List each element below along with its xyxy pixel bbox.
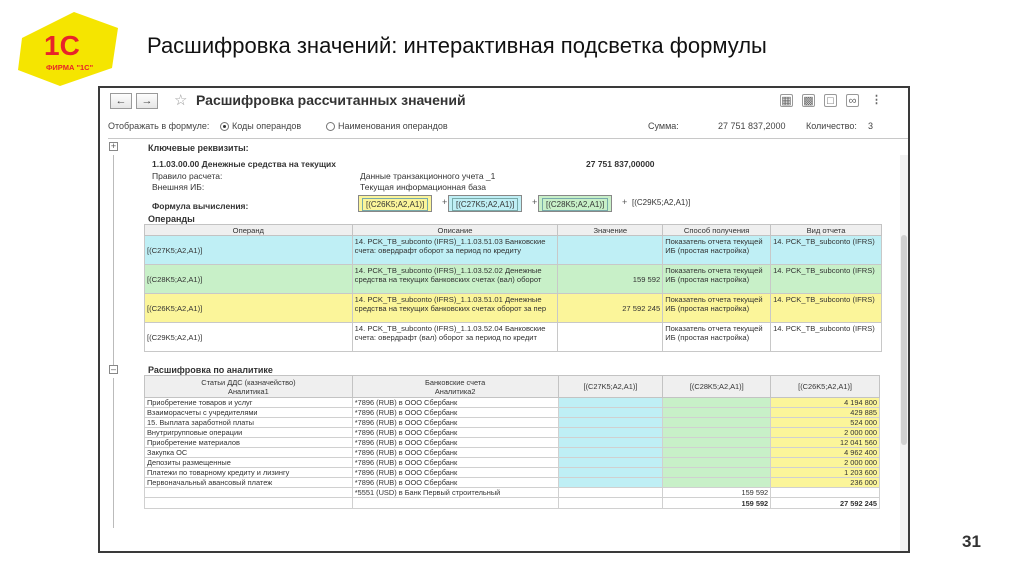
operand-value — [558, 236, 663, 265]
copy-icon[interactable]: □ — [824, 94, 837, 107]
total-c26: 27 592 245 — [771, 498, 880, 509]
c27-cell — [558, 468, 663, 478]
table-row[interactable] — [145, 265, 882, 294]
c26-cell — [771, 488, 880, 498]
operand-description: 14. PCK_TB_subconto (IFRS)_1.1.03.51.01 Денежные средства на текущих банковских счетах оборот за пер — [352, 294, 558, 323]
ib-value: Текущая информационная база — [360, 182, 487, 192]
analytics-title: Расшифровка по аналитике — [148, 365, 273, 375]
c26-cell: 4 194 800 — [771, 398, 880, 408]
window-titlebar — [100, 88, 908, 114]
operands-title: Операнды — [148, 214, 195, 224]
analytics1-cell: Первоначальный авансовый платеж — [145, 478, 353, 488]
slide-title: Расшифровка значений: интерактивная подсветка формулы — [147, 33, 767, 58]
operand-description: 14. PCK_TB_subconto (IFRS)_1.1.03.52.02 Денежные средства на текущих банковских счетах (вал) оборот — [352, 265, 558, 294]
c28-cell — [663, 418, 771, 428]
analytics1-cell: Приобретение товаров и услуг — [145, 398, 353, 408]
c27-cell — [558, 418, 663, 428]
scroll-thumb[interactable] — [901, 235, 907, 445]
table-row[interactable] — [145, 408, 880, 418]
table-row[interactable] — [145, 323, 882, 352]
tree-connector — [113, 155, 114, 365]
table-row[interactable] — [145, 488, 880, 498]
table-row[interactable] — [145, 398, 880, 408]
analytics2-cell: *7896 (RUB) в ООО Сбербанк — [352, 418, 558, 428]
analytics2-cell: *5551 (USD) в Банк Первый строительный — [352, 488, 558, 498]
table-row[interactable] — [145, 478, 880, 488]
c27-cell — [558, 458, 663, 468]
operand-method: Показатель отчета текущей ИБ (простая настройка) — [663, 265, 771, 294]
analytics1-cell: Платежи по товарному кредиту и лизингу — [145, 468, 353, 478]
radio-operand-codes-label[interactable]: Коды операндов — [232, 121, 302, 131]
analytics2-cell: *7896 (RUB) в ООО Сбербанк — [352, 478, 558, 488]
operands-table — [144, 224, 882, 352]
formula-label: Формула вычисления: — [152, 201, 249, 211]
c26-cell: 524 000 — [771, 418, 880, 428]
column-header[interactable]: Статьи ДДС (казначейство) Аналитика1 — [145, 376, 353, 398]
rule-value: Данные транзакционного учета _1 — [360, 171, 496, 181]
analytics2-cell: *7896 (RUB) в ООО Сбербанк — [352, 398, 558, 408]
analytics2-cell: *7896 (RUB) в ООО Сбербанк — [352, 428, 558, 438]
operand-description: 14. PCK_TB_subconto (IFRS)_1.1.03.52.04 Банковские счета: овердрафт (вал) оборот за период по кредит — [352, 323, 558, 352]
analytics2-cell: *7896 (RUB) в ООО Сбербанк — [352, 408, 558, 418]
count-label: Количество: — [806, 121, 857, 131]
account-name: 1.1.03.00.00 Денежные средства на текущих — [152, 159, 337, 169]
table-row[interactable] — [145, 438, 880, 448]
radio-operand-names-label[interactable]: Наименования операндов — [338, 121, 448, 131]
rule-label: Правило расчета: — [152, 171, 223, 181]
analytics2-cell: *7896 (RUB) в ООО Сбербанк — [352, 468, 558, 478]
c27-cell — [558, 398, 663, 408]
c27-cell — [558, 408, 663, 418]
column-header[interactable]: Способ получения — [663, 225, 771, 236]
vertical-scrollbar[interactable] — [900, 155, 908, 552]
total-c28: 159 592 — [663, 498, 771, 509]
operand-method: Показатель отчета текущей ИБ (простая настройка) — [663, 294, 771, 323]
c28-cell — [663, 458, 771, 468]
app-window — [98, 86, 910, 553]
analytics2-cell: *7896 (RUB) в ООО Сбербанк — [352, 448, 558, 458]
company-logo — [14, 8, 122, 88]
operand-report: 14. PCK_TB_subconto (IFRS) — [771, 236, 882, 265]
analytics1-cell: Закупка ОС — [145, 448, 353, 458]
c27-cell — [558, 448, 663, 458]
print-icon[interactable]: ▩ — [803, 95, 814, 107]
sum-label: Сумма: — [648, 121, 679, 131]
collapse-icon[interactable]: – — [110, 364, 116, 374]
display-options-bar — [108, 119, 898, 135]
star-icon[interactable]: ☆ — [174, 92, 188, 109]
operand-description: 14. PCK_TB_subconto (IFRS)_1.1.03.51.03 Банковские счета: овердрафт оборот за период по кредиту — [352, 236, 558, 265]
operand-report: 14. PCK_TB_subconto (IFRS) — [771, 323, 882, 352]
c26-cell: 2 000 000 — [771, 458, 880, 468]
column-header[interactable]: Описание — [352, 225, 558, 236]
page-number: 31 — [962, 532, 981, 551]
c28-cell — [663, 398, 771, 408]
total-empty-cell — [352, 498, 558, 509]
formula-term[interactable]: [(C28K5;A2,A1)] — [538, 195, 612, 212]
tree-gutter — [108, 139, 122, 552]
column-header[interactable]: Операнд — [145, 225, 353, 236]
c26-cell: 12 041 560 — [771, 438, 880, 448]
analytics-table — [144, 375, 880, 509]
column-header[interactable]: [(C26K5;A2,A1)] — [771, 376, 880, 398]
radio-operand-codes[interactable] — [220, 122, 229, 131]
table-row[interactable] — [145, 468, 880, 478]
back-button[interactable] — [110, 93, 132, 109]
c26-cell: 4 962 400 — [771, 448, 880, 458]
table-row[interactable] — [145, 294, 882, 323]
total-empty-cell — [145, 498, 353, 509]
operand-value: 159 592 — [558, 265, 663, 294]
c28-cell: 159 592 — [663, 488, 771, 498]
column-header[interactable]: [(C27K5;A2,A1)] — [558, 376, 663, 398]
window-title: Расшифровка рассчитанных значений — [196, 92, 466, 108]
c28-cell — [663, 478, 771, 488]
operand-report: 14. PCK_TB_subconto (IFRS) — [771, 265, 882, 294]
operand-value: 27 592 245 — [558, 294, 663, 323]
logo-mark: 1С — [44, 30, 80, 61]
c28-cell — [663, 448, 771, 458]
c27-cell — [558, 428, 663, 438]
table-header-row — [145, 376, 880, 398]
table-row[interactable] — [145, 236, 882, 265]
account-value: 27 751 837,00000 — [586, 159, 655, 169]
c27-cell — [558, 488, 663, 498]
arrow-left-icon: ← — [115, 95, 127, 107]
analytics1-cell: Депозиты размещенные — [145, 458, 353, 468]
c26-cell: 2 000 000 — [771, 428, 880, 438]
formula-term[interactable]: [(C26K5;A2,A1)] — [358, 195, 432, 212]
count-value: 3 — [868, 121, 874, 131]
analytics2-cell: *7896 (RUB) в ООО Сбербанк — [352, 438, 558, 448]
key-props-title: Ключевые реквизиты: — [148, 143, 249, 153]
c27-cell — [558, 478, 663, 488]
operand-code: [(C29K5;A2,A1)] — [145, 323, 353, 352]
content-area — [108, 138, 908, 551]
link-icon[interactable]: ∞ — [846, 94, 859, 107]
c26-cell: 429 885 — [771, 408, 880, 418]
column-header[interactable]: [(C28K5;A2,A1)] — [663, 376, 771, 398]
formula-operator: + — [622, 197, 628, 207]
arrow-right-icon: → — [141, 95, 153, 107]
logo-caption: ФИРМА "1С" — [46, 63, 94, 72]
analytics1-cell: Взаиморасчеты с учредителями — [145, 408, 353, 418]
expand-icon[interactable]: + — [110, 141, 117, 151]
analytics2-cell: *7896 (RUB) в ООО Сбербанк — [352, 458, 558, 468]
c28-cell — [663, 408, 771, 418]
formula-term[interactable]: [(C29K5;A2,A1)] — [628, 195, 694, 212]
table-row[interactable] — [145, 428, 880, 438]
operand-method: Показатель отчета текущей ИБ (простая настройка) — [663, 323, 771, 352]
column-header[interactable]: Вид отчета — [771, 225, 882, 236]
operand-code: [(C28K5;A2,A1)] — [145, 265, 353, 294]
operand-code: [(C26K5;A2,A1)] — [145, 294, 353, 323]
operand-report: 14. PCK_TB_subconto (IFRS) — [771, 294, 882, 323]
analytics1-cell — [145, 488, 353, 498]
table-row[interactable] — [145, 458, 880, 468]
c26-cell: 1 203 600 — [771, 468, 880, 478]
sum-value: 27 751 837,2000 — [718, 121, 786, 131]
analytics1-cell: Внутригрупповые операции — [145, 428, 353, 438]
c26-cell: 236 000 — [771, 478, 880, 488]
analytics1-cell: Приобретение материалов — [145, 438, 353, 448]
show-in-formula-label: Отображать в формуле: — [108, 121, 210, 131]
c28-cell — [663, 468, 771, 478]
operand-code: [(C27K5;A2,A1)] — [145, 236, 353, 265]
more-icon[interactable]: ⋮ — [871, 94, 882, 106]
c27-cell — [558, 438, 663, 448]
total-row — [145, 498, 880, 509]
operand-value — [558, 323, 663, 352]
total-c27 — [558, 498, 663, 509]
tree-connector — [113, 378, 114, 528]
column-header[interactable]: Банковские счета Аналитика2 — [352, 376, 558, 398]
column-header[interactable]: Значение — [558, 225, 663, 236]
formula-operator: + — [532, 197, 538, 207]
table-header-row — [145, 225, 882, 236]
table-row[interactable] — [145, 448, 880, 458]
formula-term[interactable]: [(C27K5;A2,A1)] — [448, 195, 522, 212]
operand-method: Показатель отчета текущей ИБ (простая настройка) — [663, 236, 771, 265]
ib-label: Внешняя ИБ: — [152, 182, 205, 192]
forward-button[interactable] — [136, 93, 158, 109]
save-icon[interactable]: ▦ — [781, 95, 792, 107]
analytics1-cell: 15. Выплата заработной платы — [145, 418, 353, 428]
c28-cell — [663, 428, 771, 438]
table-row[interactable] — [145, 418, 880, 428]
c28-cell — [663, 438, 771, 448]
radio-operand-names[interactable] — [326, 122, 335, 131]
formula-operator: + — [442, 197, 448, 207]
